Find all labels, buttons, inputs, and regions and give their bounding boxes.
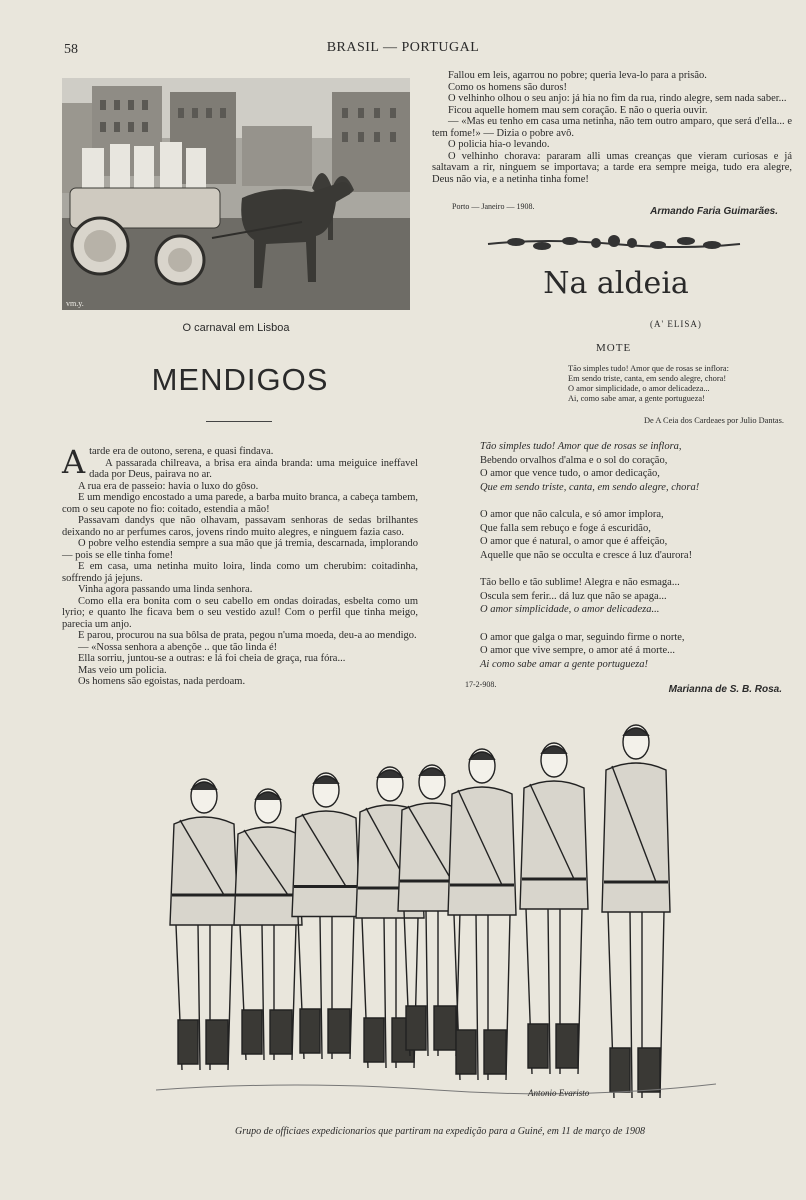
story-paragraph: A passarada chilreava, a brisa era ainda branda: uma meiguice ineffavel dada por Deus, pairava no ar. [89, 457, 418, 480]
story-paragraph: O pobre velho estendia sempre a sua mão que já tremia, descarnada, implorando — pois se elle tinha fome! [62, 538, 418, 561]
poem-line: Tão bello e tão sublime! Alegra e não esmaga... [480, 577, 680, 588]
mote-line: Tão simples tudo! Amor que de rosas se inflora: [568, 364, 729, 373]
mote-line: Em sendo triste, canta, em sendo alegre, chora! [568, 374, 727, 383]
mote-verses [568, 364, 729, 404]
story-paragraph: A rua era de passeio: havia o luxo do gôso. [78, 480, 259, 492]
poem-line: Oscula sem ferir... dá luz que não se apaga... [480, 590, 667, 602]
mote-source: De A Ceia dos Cardeaes por Julio Dantas. [643, 416, 784, 425]
poem-stanza [480, 508, 780, 562]
officer-figure [520, 743, 588, 1074]
poem-date: 17-2-908. [465, 680, 497, 689]
story-paragraph: E parou, procurou na sua bôlsa de prata, pegou n'uma moeda, deu-a ao mendigo. [78, 630, 417, 641]
poem-stanza [480, 576, 780, 617]
officers-illustration [156, 720, 716, 1120]
story-paragraph: Atarde era de outono, serena, e quasi findava. [62, 443, 274, 481]
story-paragraph: Os homens são egoistas, nada perdoam. [78, 676, 246, 687]
mendigos-title: MENDIGOS [151, 362, 329, 397]
poem-line: O amor que galga o mar, seguindo firme o norte, [480, 631, 685, 643]
story-paragraph: — «Nossa senhora a abençõe .. que tão linda é! [78, 641, 278, 653]
mendigos-story [62, 443, 418, 688]
floral-ornament [486, 232, 742, 259]
officer-figure [170, 779, 238, 1070]
story-paragraph: E um mendigo encostado a uma parede, a barba muito branca, a cabeça tambem, com o seu capote no fio: coitado, estendia a mão! [62, 492, 418, 515]
story-paragraph: E em casa, uma netinha muito loira, linda como um cherubim: coitadinha, soffrendo já jejuns. [62, 561, 418, 584]
poem-line: O amor que não calcula, e só amor implora, [480, 509, 664, 520]
story-place-date: Porto — Janeiro — 1908. [452, 202, 535, 211]
officer-figure [602, 725, 670, 1098]
story-paragraph: Ella sorriu, juntou-se a outras: e lá foi cheia de graça, rua fóra... [78, 653, 346, 664]
carnival-photo [62, 78, 410, 310]
story-paragraph: Vinha agora passando uma linda senhora. [78, 584, 253, 595]
poem-title: Na aldeia [543, 266, 689, 301]
drop-cap: A [62, 443, 86, 481]
story-paragraph: Ficou aquelle homem mau sem coração. E não o queria ouvir. [448, 104, 708, 116]
artist-signature: Antonio Evaristo [528, 1088, 590, 1098]
poem-line: Que em sendo triste, canta, em sendo alegre, chora! [480, 481, 700, 493]
mote-line: O amor simplicidade, o amor delicadeza... [568, 384, 710, 393]
story-paragraph: Como ella era bonita com o seu cabello em ondas doiradas, esbelta como um lyrio; e quanto lhe ficava bem o seu vestido azul! Com o perfil que tinha meigo, parecia um anjo. [62, 595, 418, 630]
poem-line: O amor simplicidade, o amor delicadeza... [480, 604, 660, 615]
poem-line: Ai como sabe amar a gente portugueza! [480, 658, 648, 670]
running-header: BRASIL — PORTUGAL [326, 40, 480, 55]
photo-mark: vm.y. [66, 299, 84, 308]
poem-line: O amor que é natural, o amor que é affeição, [480, 536, 668, 547]
poem-line: Aquelle que não se occulta e cresce á luz d'aurora! [480, 549, 693, 561]
story-paragraph: — «Mas eu tenho em casa uma netinha, não tem outro amparo, que será d'ella... e tem fome!» — Dizia o pobre avô. [432, 116, 792, 139]
story-paragraph: O velhinho chorava: pararam alli umas creanças que vieram curiosas e já saltavam a rir, ninguem se importava; a tarde era sempre meiga, tudo era alegre, Deus não via, e a netinha tinha fome! [432, 150, 792, 185]
story-paragraph: O velhinho olhou o seu anjo: já hia no fim da rua, rindo alegre, sem nada saber... [448, 93, 787, 104]
illustration-caption: Grupo de officiaes expedicionarios que partiram na expedição para a Guiné, em 11 de março de 1908 [234, 1126, 645, 1137]
story-paragraph: O policia hia-o levando. [448, 139, 550, 150]
story-paragraph: Como os homens são duros! [448, 81, 567, 93]
mote-label: MOTE [596, 342, 632, 354]
photo-caption: O carnaval em Lisboa [182, 322, 290, 334]
page-number: 58 [64, 42, 78, 57]
story-paragraph: Mas veio um policia. [78, 664, 167, 676]
officer-figure [448, 749, 516, 1080]
officer-figure [292, 773, 360, 1059]
poem-author: Marianna de S. B. Rosa. [668, 684, 782, 695]
mote-line: Ai, como sabe amar, a gente portugueza! [568, 394, 705, 403]
poem-line: O amor que vive sempre, o amor até á morte... [480, 645, 676, 656]
poem-stanza [480, 631, 780, 672]
officer-figure [234, 789, 302, 1060]
story-paragraph: Fallou em leis, agarrou no pobre; queria leva-lo para a prisão. [448, 70, 707, 81]
poem-line: Tão simples tudo! Amor que de rosas se inflora, [480, 441, 682, 452]
poem-line: O amor que vence tudo, o amor dedicação, [480, 468, 660, 479]
poem-body [480, 440, 780, 685]
story-author: Armando Faria Guimarães. [650, 206, 778, 217]
title-divider [206, 421, 272, 422]
poem-dedication: (A' ELISA) [650, 319, 702, 329]
story-continuation [432, 70, 792, 185]
poem-line: Que falla sem rebuço e foge á escuridão, [480, 522, 651, 534]
poem-line: Bebendo orvalhos d'alma e o sol do coração, [480, 454, 668, 466]
story-paragraph: Passavam dandys que não olhavam, passavam senhoras de sedas brilhantes deixando no ar perfumes caros, jovens rindo muito alegres, e ninguem fazia caso. [62, 515, 418, 538]
poem-stanza [480, 440, 780, 494]
